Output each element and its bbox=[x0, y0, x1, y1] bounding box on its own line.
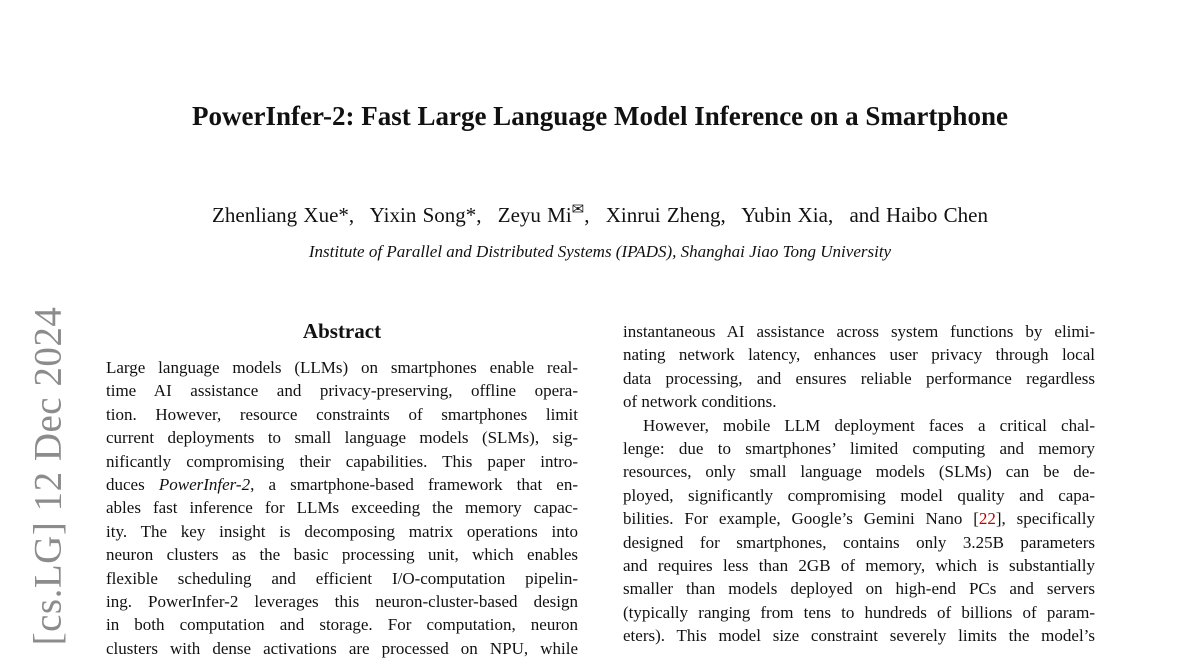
corresponding-author-envelope-icon: ✉ bbox=[571, 202, 585, 218]
abstract-text: duces bbox=[106, 475, 159, 495]
intro-line: and requires less than 2GB of memory, which is substantially bbox=[623, 556, 1095, 576]
abstract-line: tion. However, resource constraints of smartphones limit bbox=[106, 404, 578, 424]
author-chen: and Haibo Chen bbox=[849, 203, 988, 227]
author-zheng: Xinrui Zheng, bbox=[605, 203, 726, 227]
abstract-line: time AI assistance and privacy-preserving, offline opera- bbox=[106, 381, 578, 401]
abstract-heading: Abstract bbox=[302, 319, 382, 343]
introduction-body bbox=[623, 320, 1095, 648]
abstract-line: current deployments to small language models (SLMs), sig- bbox=[106, 428, 578, 448]
abstract-line: flexible scheduling and efficient I/O-computation pipelin- bbox=[106, 568, 578, 588]
intro-line: resources, only small language models (SLMs) can be de- bbox=[623, 462, 1095, 482]
intro-line: (typically ranging from tens to hundreds of billions of param- bbox=[623, 602, 1095, 622]
abstract-line: clusters with dense activations are processed on NPU, while bbox=[106, 638, 578, 658]
author-mi-comma: , bbox=[584, 203, 590, 227]
affiliation: Institute of Parallel and Distributed Systems (IPADS), Shanghai Jiao Tong University bbox=[308, 242, 892, 261]
intro-text: bilities. For example, Google’s Gemini Nano [ bbox=[623, 509, 979, 529]
author-song: Yixin Song*, bbox=[369, 203, 482, 227]
intro-line: nating network latency, enhances user privacy through local bbox=[623, 345, 1095, 365]
intro-line: lenge: due to smartphones’ limited computing and memory bbox=[623, 439, 1095, 459]
abstract-line: neuron clusters as the basic processing unit, which enables bbox=[106, 545, 578, 565]
abstract-line bbox=[106, 473, 578, 496]
intro-line: ployed, significantly compromising model quality and capa- bbox=[623, 485, 1095, 505]
citation-link[interactable]: 22 bbox=[978, 509, 996, 529]
intro-line bbox=[623, 507, 1095, 530]
arxiv-stamp: [cs.LG] 12 Dec 2024 bbox=[26, 306, 70, 646]
author-xia: Yubin Xia, bbox=[741, 203, 834, 227]
intro-text: ], specifically bbox=[995, 509, 1095, 529]
abstract-line: ity. The key insight is decomposing matrix operations into bbox=[106, 521, 578, 541]
abstract-line: Large language models (LLMs) on smartphones enable real- bbox=[106, 358, 578, 377]
abstract-body bbox=[106, 356, 578, 660]
intro-line: smaller than models deployed on high-end PCs and servers bbox=[623, 579, 1095, 599]
intro-line: data processing, and ensures reliable performance regardless bbox=[623, 368, 1095, 388]
abstract-line: ables fast inference for LLMs exceeding the memory capac- bbox=[106, 498, 578, 518]
abstract-text: , a smartphone-based framework that en- bbox=[250, 475, 578, 495]
intro-line: However, mobile LLM deployment faces a critical chal- bbox=[643, 415, 1095, 435]
author-xue: Zhenliang Xue*, bbox=[212, 203, 355, 227]
intro-line: designed for smartphones, contains only 3.25B parameters bbox=[623, 532, 1095, 552]
paper-title: PowerInfer-2: Fast Large Language Model Inference on a Smartphone bbox=[192, 101, 1008, 131]
intro-line: eters). This model size constraint severely limits the model’s bbox=[623, 626, 1095, 646]
abstract-line: ing. PowerInfer-2 leverages this neuron-cluster-based design bbox=[106, 592, 578, 612]
author-list bbox=[0, 200, 1200, 228]
intro-line: instantaneous AI assistance across system functions by elimi- bbox=[623, 322, 1095, 341]
abstract-line: in both computation and storage. For computation, neuron bbox=[106, 615, 578, 635]
abstract-line: nificantly compromising their capabilities. This paper intro- bbox=[106, 451, 578, 471]
intro-line: of network conditions. bbox=[623, 392, 777, 412]
author-mi: Zeyu Mi bbox=[497, 203, 572, 227]
system-name: PowerInfer-2 bbox=[158, 475, 251, 495]
